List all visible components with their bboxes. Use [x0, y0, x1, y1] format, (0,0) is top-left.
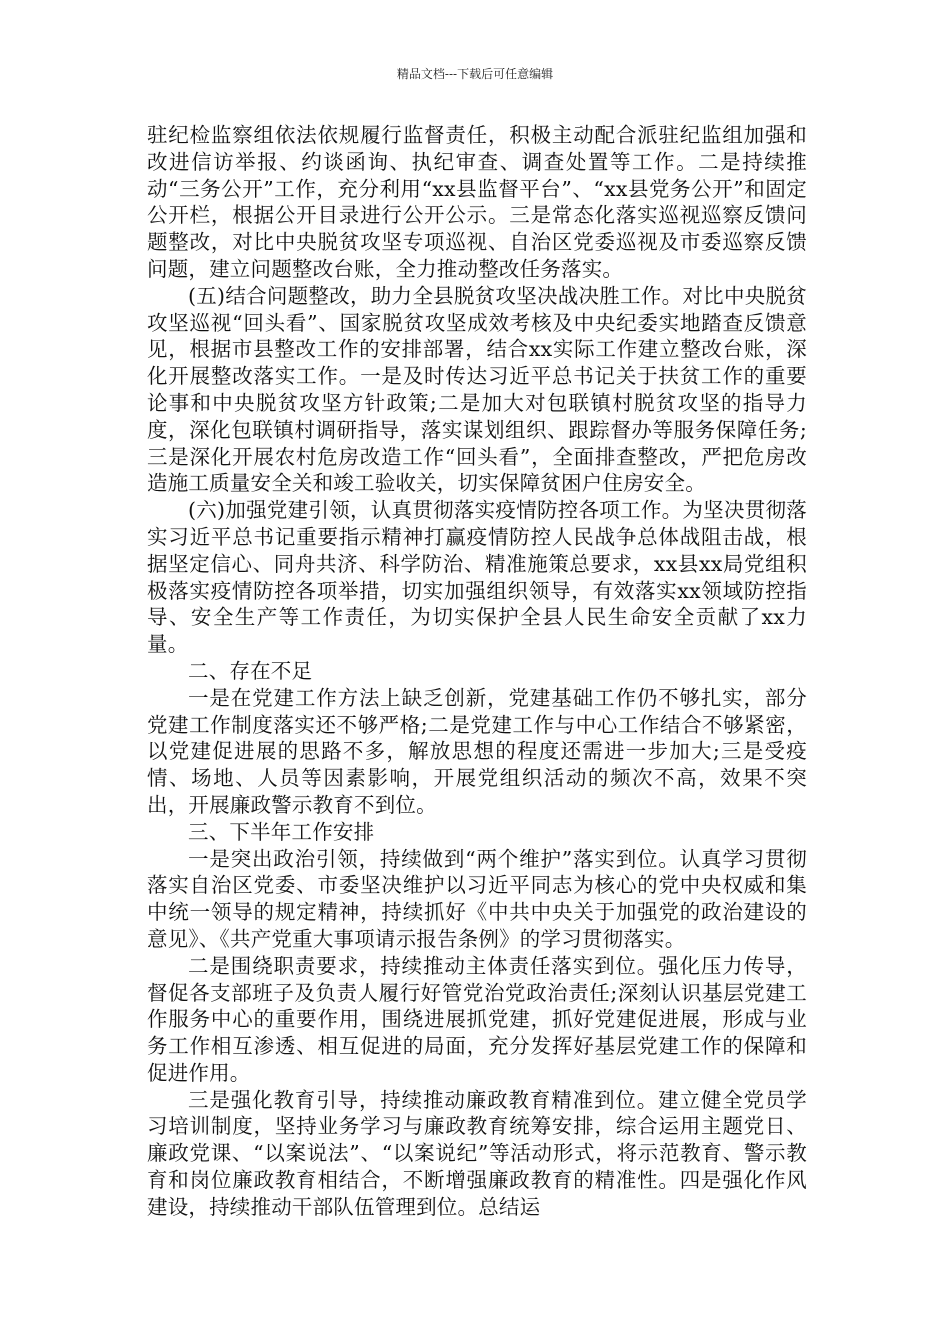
paragraph: 一是在党建工作方法上缺乏创新，党建基础工作仍不够扎实，部分党建工作制度落实还不够严格;二是党建工作与中心工作结合不够紧密，以党建促进展的思路不多，解放思想的程度还需进一步加大;三是受疫情、场地、人员等因素影响，开展党组织活动的频次不高，效果不突出，开展廉政警示教育不到位。: [147, 685, 807, 817]
paragraph: (五)结合问题整改，助力全县脱贫攻坚决战决胜工作。对比中央脱贫攻坚巡视“回头看”、国家脱贫攻坚成效考核及中央纪委实地踏查反馈意见，根据市县整改工作的安排部署，结合xx实际工作建立整改台账，深化开展整改落实工作。一是及时传达习近平总书记关于扶贫工作的重要论事和中央脱贫攻坚方针政策;二是加大对包联镇村脱贫攻坚的指导力度，深化包联镇村调研指导，落实谋划组织、跟踪督办等服务保障任务;三是深化开展农村危房改造工作“回头看”，全面排查整改，严把危房改造施工质量安全关和竣工验收关，切实保障贫困户住房安全。: [147, 283, 807, 496]
paragraph: 一是突出政治引领，持续做到“两个维护”落实到位。认真学习贯彻落实自治区党委、市委坚决维护以习近平同志为核心的党中央权威和集中统一领导的规定精神，持续抓好《中共中央关于加强党的政治建设的意见》、《共产党重大事项请示报告条例》的学习贯彻落实。: [147, 846, 807, 951]
paragraph: 驻纪检监察组依法依规履行监督责任，积极主动配合派驻纪监组加强和改进信访举报、约谈函询、执纪审查、调查处置等工作。二是持续推动“三务公开”工作，充分利用“xx县监督平台”、“xx县党务公开”和固定公开栏，根据公开目录进行公开公示。三是常态化落实巡视巡察反馈问题整改，对比中央脱贫攻坚专项巡视、自治区党委巡视及市委巡察反馈问题，建立问题整改台账，全力推动整改任务落实。: [147, 123, 807, 281]
section-heading: 三、下半年工作安排: [188, 819, 375, 844]
document-body: [147, 122, 807, 1221]
paragraph: 三是强化教育引导，持续推动廉政教育精准到位。建立健全党员学习培训制度，坚持业务学习与廉政教育统筹安排，综合运用主题党日、廉政党课、“以案说法”、“以案说纪”等活动形式，将示范教育、警示教育和岗位廉政教育相结合，不断增强廉政教育的精准性。四是强化作风建设，持续推动干部队伍管理到位。总结运: [147, 1087, 807, 1219]
section-heading: 二、存在不足: [188, 658, 313, 683]
paragraph: (六)加强党建引领，认真贯彻落实疫情防控各项工作。为坚决贯彻落实习近平总书记重要指示精神打赢疫情防控人民战争总体战阻击战，根据坚定信心、同舟共济、科学防治、精准施策总要求，xx县xx局党组积极落实疫情防控各项举措，切实加强组织领导，有效落实xx领域防控指导、安全生产等工作责任，为切实保护全县人民生命安全贡献了xx力量。: [147, 498, 807, 657]
paragraph: 二是围绕职责要求，持续推动主体责任落实到位。强化压力传导，督促各支部班子及负责人履行好管党治党政治责任;深刻认识基层党建工作服务中心的重要作用，围绕进展抓党建，抓好党建促进展，形成与业务工作相互渗透、相互促进的局面，充分发挥好基层党建工作的保障和促进作用。: [147, 953, 807, 1085]
page-header: 精品文档---下载后可任意编辑: [396, 67, 554, 81]
